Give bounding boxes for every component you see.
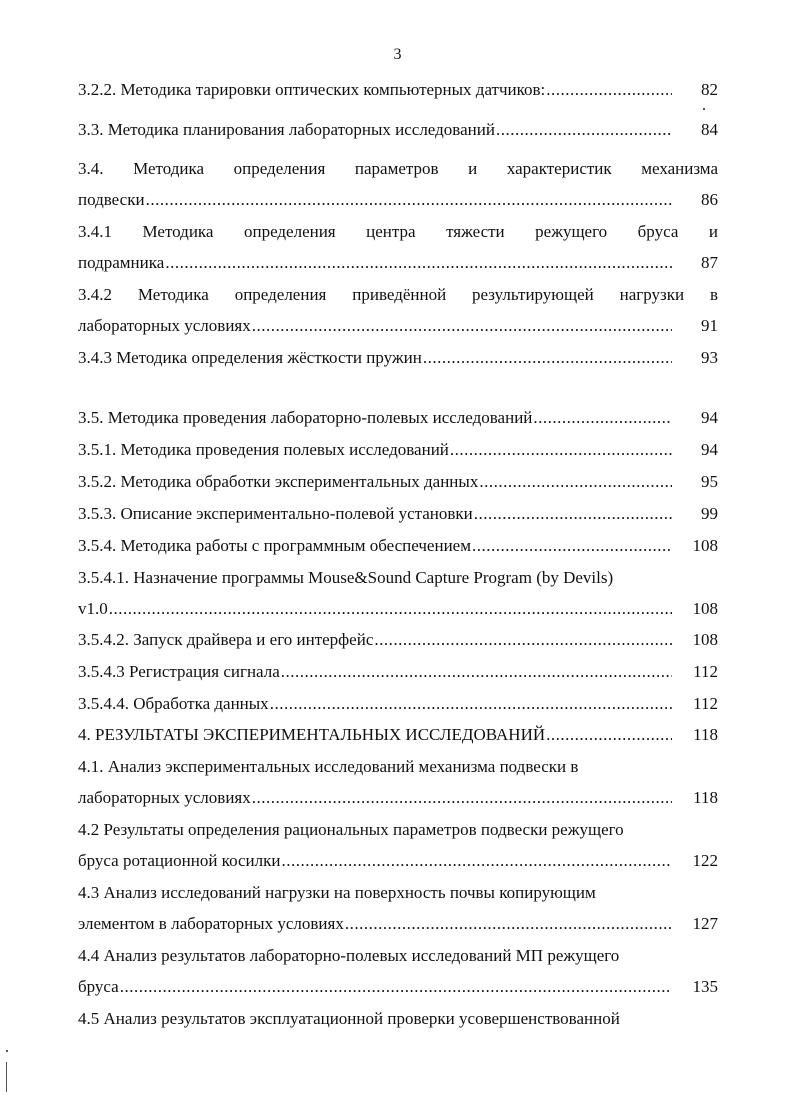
toc-entry xyxy=(78,719,718,750)
toc-entry-page: 108 xyxy=(692,630,718,649)
toc-entry xyxy=(78,877,718,939)
toc-entry-page: 112 xyxy=(693,694,718,713)
toc-entry xyxy=(78,402,718,433)
toc-entry-title-continued: подрамника xyxy=(78,253,165,272)
toc-entry-page: 94 xyxy=(701,440,718,459)
scan-edge-mark xyxy=(6,1062,7,1092)
toc-entry-page: 122 xyxy=(692,851,718,870)
toc-entry-title-continued: v1.0 xyxy=(78,599,108,618)
dot-leader xyxy=(109,593,672,624)
toc-entry-title: 4.5 Анализ результатов эксплуатационной проверки усовершенствованной xyxy=(78,1009,620,1028)
dot-leader xyxy=(533,402,672,433)
toc-entry-title: 3.4.3 Методика определения жёсткости пружин xyxy=(78,348,422,367)
toc-entry-page: 95 xyxy=(701,472,718,491)
dot-leader xyxy=(252,310,672,341)
toc-entry xyxy=(78,1003,718,1034)
toc-entry-title: 3.3. Методика планирования лабораторных исследований xyxy=(78,120,495,139)
toc-entry-title: 3.5.4. Методика работы с программным обеспечением xyxy=(78,536,471,555)
dot-leader xyxy=(270,688,672,719)
toc-entry-title: 4.2 Результаты определения рациональных параметров подвески режущего xyxy=(78,820,624,839)
toc-entry-title: 3.4.1 Методика определения центра тяжести режущего бруса и xyxy=(78,222,718,241)
dot-leader xyxy=(165,247,672,278)
toc-entry-page: 108 xyxy=(692,536,718,555)
toc-entry-page: 87 xyxy=(701,253,718,272)
dot-leader xyxy=(546,74,672,105)
toc-entry-title: 3.5. Методика проведения лабораторно-полевых исследований xyxy=(78,408,533,427)
toc-entry-page: 112 xyxy=(693,662,718,681)
toc-entry-page: 108 xyxy=(692,599,718,618)
toc-entry-page: 93 xyxy=(701,348,718,367)
toc-entry-page: 84 xyxy=(701,120,718,139)
toc-entry xyxy=(78,624,718,655)
toc-entry xyxy=(78,530,718,561)
toc-entry xyxy=(78,74,718,105)
toc-entry-title-continued: бруса ротационной косилки xyxy=(78,851,281,870)
toc-entry-title: 3.5.1. Методика проведения полевых исследований xyxy=(78,440,449,459)
toc-entry-title: 3.5.2. Методика обработки экспериментальных данных xyxy=(78,472,479,491)
dot-leader xyxy=(252,782,672,813)
toc-entry-page: 99 xyxy=(701,504,718,523)
toc-entry xyxy=(78,656,718,687)
dot-leader xyxy=(472,530,672,561)
toc-entry-title-continued: подвески xyxy=(78,190,145,209)
toc-entry-page: 82 xyxy=(701,80,718,99)
toc-entry xyxy=(78,814,718,876)
toc-entry-title: 3.5.3. Описание экспериментально-полевой установки xyxy=(78,504,473,523)
toc-entry-title: 3.5.4.3 Регистрация сигнала xyxy=(78,662,280,681)
dot-leader xyxy=(281,656,672,687)
scan-speck xyxy=(703,108,705,110)
toc-entry xyxy=(78,114,718,145)
dot-leader xyxy=(423,342,672,373)
toc-entry xyxy=(78,342,718,373)
toc-entry-page: 118 xyxy=(693,788,718,807)
dot-leader xyxy=(546,719,672,750)
toc-entry-page: 135 xyxy=(692,977,718,996)
toc-entry-title: 3.2.2. Методика тарировки оптических компьютерных датчиков: xyxy=(78,80,546,99)
toc-entry-page: 118 xyxy=(693,725,718,744)
dot-leader xyxy=(146,184,672,215)
toc-entry xyxy=(78,688,718,719)
toc-entry xyxy=(78,466,718,497)
toc-entry-title: 3.5.4.2. Запуск драйвера и его интерфейс xyxy=(78,630,374,649)
toc-entry xyxy=(78,434,718,465)
toc-entry-title-continued: элементом в лабораторных условиях xyxy=(78,914,344,933)
dot-leader xyxy=(281,845,672,876)
toc-entry-title: 3.4. Методика определения параметров и характеристик механизма xyxy=(78,159,718,178)
toc-entry-page: 94 xyxy=(701,408,718,427)
toc-entry-page: 86 xyxy=(701,190,718,209)
toc-entry-title: 4. РЕЗУЛЬТАТЫ ЭКСПЕРИМЕНТАЛЬНЫХ ИССЛЕДОВАНИЙ xyxy=(78,725,546,744)
toc-entry xyxy=(78,153,718,215)
toc-entry xyxy=(78,216,718,278)
dot-leader xyxy=(120,971,672,1002)
dot-leader xyxy=(474,498,672,529)
dot-leader xyxy=(450,434,672,465)
page-number: 3 xyxy=(393,46,402,63)
toc-entry-title: 3.4.2 Методика определения приведённой результирующей нагрузки в xyxy=(78,285,718,304)
dot-leader xyxy=(374,624,672,655)
scan-speck xyxy=(6,1050,8,1052)
toc-entry-page: 127 xyxy=(692,914,718,933)
toc-entry-title: 4.4 Анализ результатов лабораторно-полевых исследований МП режущего xyxy=(78,946,620,965)
toc-entry xyxy=(78,940,718,1002)
toc-entry-title-continued: лабораторных условиях xyxy=(78,316,251,335)
toc-entry-title: 4.3 Анализ исследований нагрузки на поверхность почвы копирующим xyxy=(78,883,596,902)
dot-leader xyxy=(345,908,672,939)
toc-entry xyxy=(78,498,718,529)
toc-entry-title: 3.5.4.4. Обработка данных xyxy=(78,694,269,713)
toc-entry xyxy=(78,279,718,341)
toc-entry xyxy=(78,562,718,624)
toc-entry-title: 3.5.4.1. Назначение программы Mouse&Sound Capture Program (by Devils) xyxy=(78,568,614,587)
dot-leader xyxy=(479,466,672,497)
toc-entry-title: 4.1. Анализ экспериментальных исследований механизма подвески в xyxy=(78,757,579,776)
toc-entry xyxy=(78,751,718,813)
toc-entry-title-continued: бруса xyxy=(78,977,119,996)
toc-entry-title-continued: лабораторных условиях xyxy=(78,788,251,807)
dot-leader xyxy=(496,114,672,145)
toc-entry-page: 91 xyxy=(701,316,718,335)
